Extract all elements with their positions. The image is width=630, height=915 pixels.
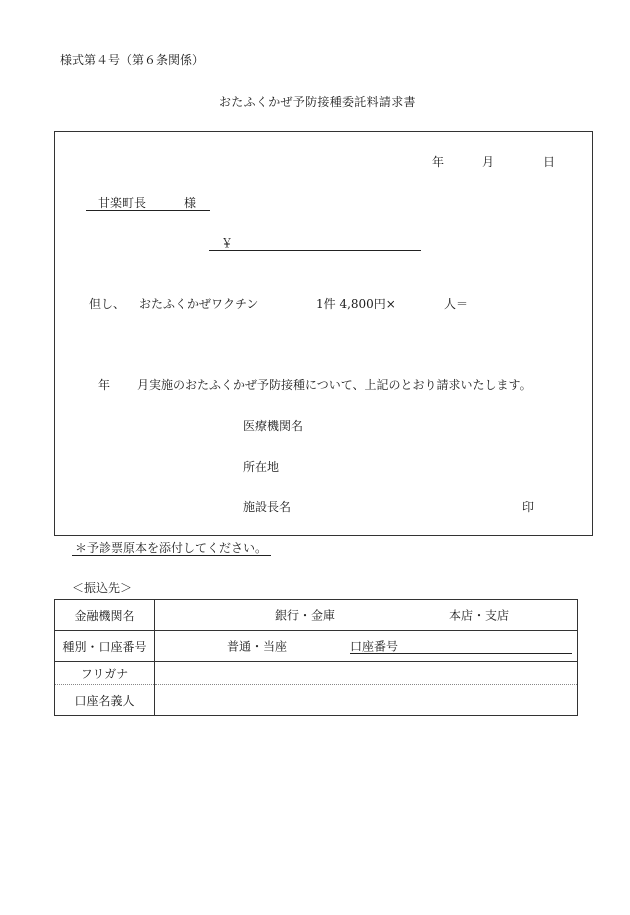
detail-item: おたふくかぜワクチン (139, 297, 259, 311)
bank-label: 金融機関名 (55, 600, 155, 631)
transfer-table (54, 599, 578, 716)
addressee-name: 甘楽町長 (98, 196, 147, 210)
date-month: 月 (482, 155, 495, 169)
account-number-field[interactable] (350, 653, 572, 654)
addressee-underline (86, 210, 210, 211)
furigana-cell[interactable] (155, 662, 578, 685)
provider-address-label: 所在地 (243, 460, 280, 474)
amount-symbol: ￥ (221, 236, 234, 250)
bank-type: 銀行・金庫 (275, 608, 336, 623)
detail-persons: 人＝ (444, 297, 469, 311)
holder-label: 口座名義人 (55, 685, 155, 716)
addressee-honorific: 様 (184, 196, 197, 210)
furigana-label: フリガナ (55, 662, 155, 685)
date-year: 年 (432, 155, 445, 169)
seal-mark: 印 (522, 500, 535, 514)
provider-director-label: 施設長名 (243, 500, 292, 514)
date-day: 日 (543, 155, 556, 169)
provider-institution-label: 医療機関名 (243, 419, 304, 433)
form-number: 様式第４号（第６条関係） (60, 53, 205, 67)
table-row (55, 662, 578, 685)
table-row (55, 631, 578, 662)
note-underline (72, 555, 271, 556)
branch-type: 本店・支店 (449, 608, 510, 623)
table-row (55, 685, 578, 716)
attachment-note: ＊予診票原本を添付してください。 (75, 541, 268, 555)
table-row (55, 600, 578, 631)
account-number-label: 口座番号 (350, 639, 399, 654)
account-cell[interactable] (155, 631, 578, 662)
account-type: 普通・当座 (227, 639, 288, 654)
account-type-label: 種別・口座番号 (55, 631, 155, 662)
holder-cell[interactable] (155, 685, 578, 716)
statement-year: 年 (98, 378, 111, 392)
amount-field[interactable] (209, 250, 421, 251)
statement-text: 月実施のおたふくかぜ予防接種について、上記のとおり請求いたします。 (137, 378, 532, 392)
transfer-heading: ＜振込先＞ (72, 581, 133, 595)
request-frame (54, 131, 593, 536)
detail-unit-price: 1件 4,800円× (316, 297, 396, 311)
bank-cell[interactable] (155, 600, 578, 631)
detail-label: 但し、 (89, 297, 126, 311)
page-title: おたふくかぜ予防接種委託料請求書 (219, 95, 416, 109)
